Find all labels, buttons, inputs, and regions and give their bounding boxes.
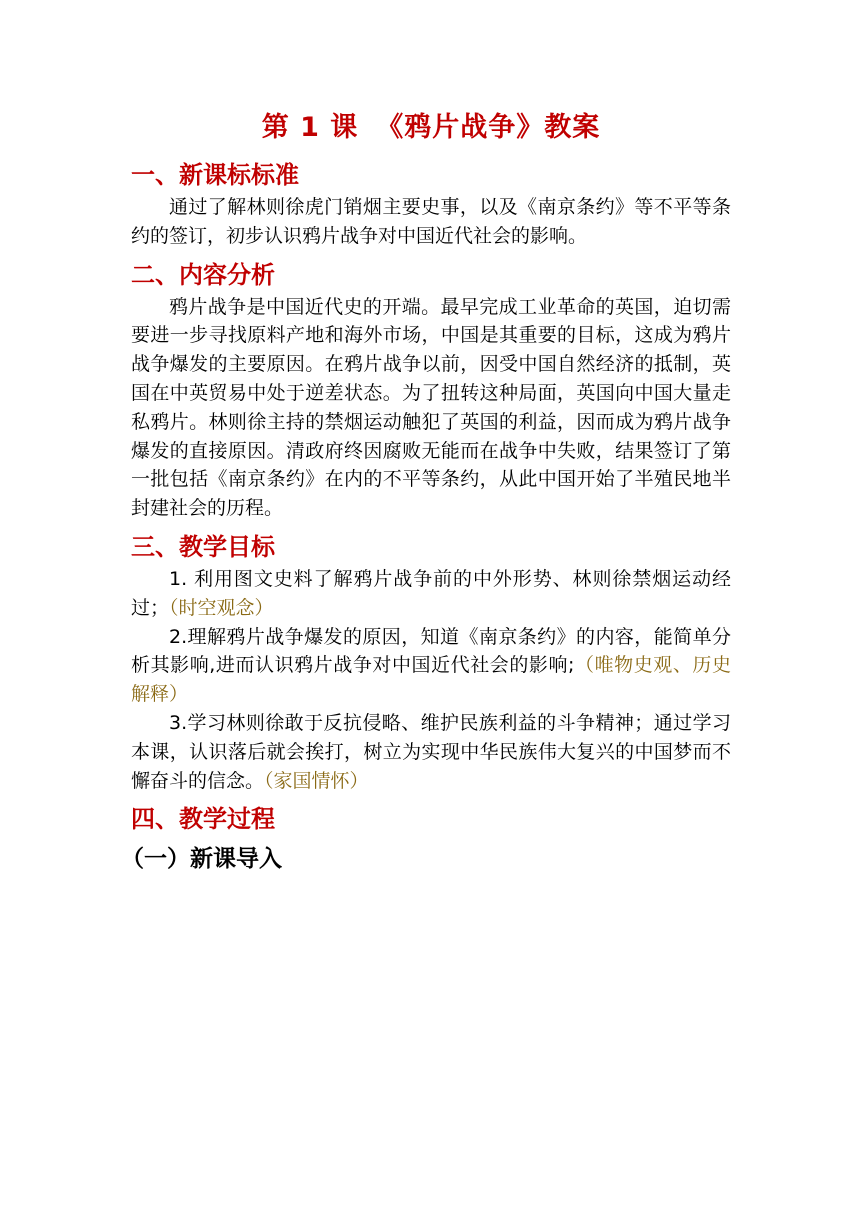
subheading-new-lesson-intro: （一）新课导入 <box>121 846 282 873</box>
standards-paragraph: 通过了解林则徐虎门销烟主要史事，以及《南京条约》等不平等条约的签订，初步认识鸦片战争对中国近代社会的影响。 <box>131 196 731 247</box>
goal-text: 1. 利用图文史料了解鸦片战争前的中外形势、林则徐禁烟运动经过； <box>131 567 731 619</box>
page-title <box>131 105 731 151</box>
section-heading-content-analysis: 二、内容分析 <box>131 260 275 289</box>
section-heading-teaching-process: 四、教学过程 <box>131 805 275 834</box>
teaching-goal-1 <box>131 565 731 623</box>
document-content <box>121 105 731 877</box>
goal-text: 2.理解鸦片战争爆发的原因，知道《南京条约》的内容，能简单分析其影响,进而认识鸦片战争对中国近代社会的影响; <box>131 625 731 677</box>
teaching-goal-3 <box>131 709 731 795</box>
section-heading-standards: 一、新课标标准 <box>131 161 299 189</box>
title-lesson-number: 第 1 课 <box>261 112 359 143</box>
title-lesson-name: 《鸦片战争》教案 <box>376 112 601 143</box>
goal-text: 3.学习林则徐敢于反抗侵略、维护民族利益的斗争精神；通过学习本课，认识落后就会挨打，树立为实现中华民族伟大复兴的中国梦而不懈奋斗的信念。 <box>131 711 731 792</box>
goal-tag: （时空观念） <box>169 596 274 619</box>
goal-tag: （家国情怀） <box>264 769 369 792</box>
content-analysis-paragraph: 鸦片战争是中国近代史的开端。最早完成工业革命的英国，迫切需要进一步寻找原料产地和海外市场，中国是其重要的目标，这成为鸦片战争爆发的主要原因。在鸦片战争以前，因受中国自然经济的抵制，英国在中英贸易中处于逆差状态。为了扭转这种局面，英国向中国大量走私鸦片。林则徐主持的禁烟运动触犯了英国的利益，因而成为鸦片战争爆发的直接原因。清政府终因腐败无能而在战争中失败，结果签订了第一批包括《南京条约》在内的不平等条约，从此中国开始了半殖民地半封建社会的历程。 <box>131 295 731 520</box>
goal-tag: （唯物史观、历史解释） <box>131 654 731 706</box>
teaching-goal-2 <box>131 623 731 709</box>
section-heading-teaching-goals: 三、教学目标 <box>131 532 275 561</box>
